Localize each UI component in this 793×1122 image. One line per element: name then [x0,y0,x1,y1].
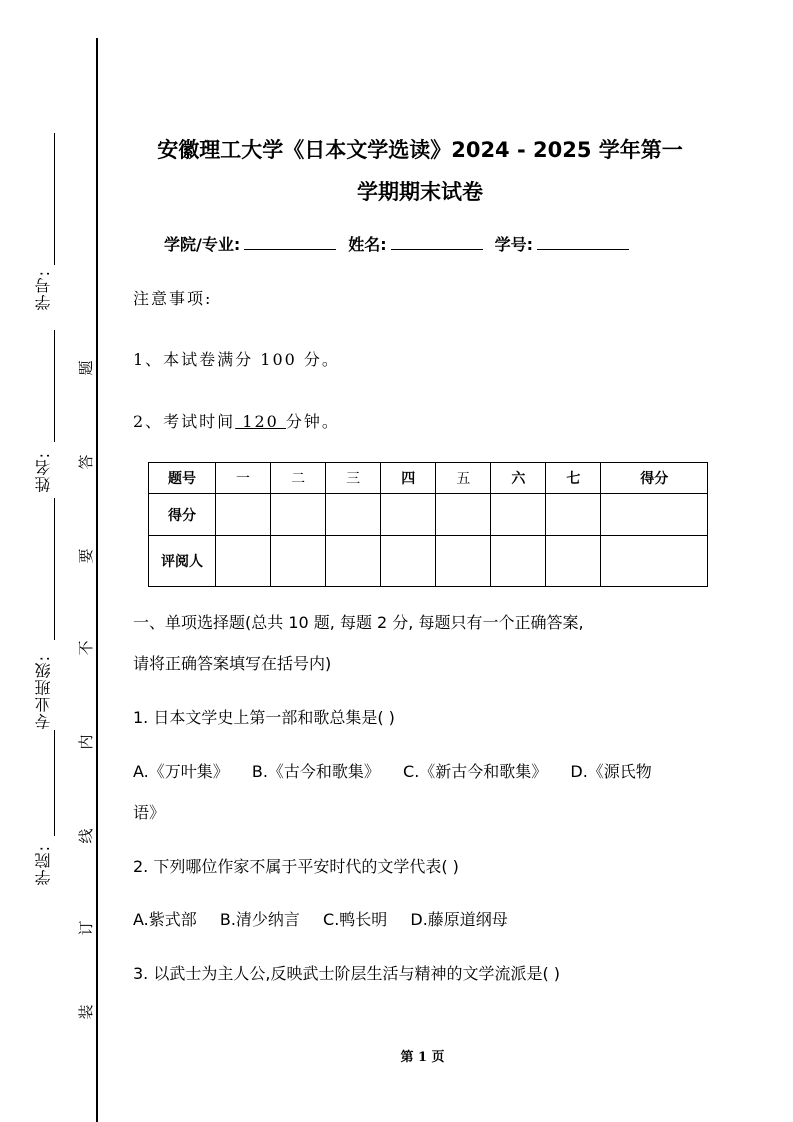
seal-char: 线 [77,828,95,844]
score-cell[interactable] [271,494,326,536]
grader-cell[interactable] [216,536,271,587]
option-c[interactable]: C.《新古今和歌集》 [403,762,548,781]
score-table-header-row [149,463,708,494]
header-cell: 三 [326,463,381,494]
seal-char: 内 [77,734,95,750]
header-cell: 一 [216,463,271,494]
score-cell[interactable] [491,494,546,536]
score-cell[interactable] [326,494,381,536]
grader-cell[interactable] [436,536,491,587]
name-label: 姓名: [34,452,53,493]
grader-cell[interactable] [326,536,381,587]
section1-heading-line2: 请将正确答案填写在括号内) [133,654,332,673]
score-cell[interactable] [601,494,708,536]
major-class-label: 专业班级: [34,655,53,730]
header-cell: 七 [546,463,601,494]
name-fill-line[interactable] [54,330,55,442]
grader-row [149,536,708,587]
student-id-blank[interactable] [537,233,629,250]
college-label: 学院: [34,845,53,886]
student-id-fill-line[interactable] [54,133,55,265]
grader-cell[interactable] [546,536,601,587]
score-cell[interactable] [381,494,436,536]
question-1-option-d-wrap: 语》 [133,803,166,822]
question-1-stem: 1. 日本文学史上第一部和歌总集是( ) [133,708,395,727]
option-d[interactable]: D.《源氏物 [570,762,652,781]
note-item-2-prefix: 2、考试时间 [133,412,236,431]
note-item-2-suffix: 分钟。 [285,412,340,431]
header-cell: 题号 [149,463,216,494]
seal-char: 答 [77,454,95,470]
notes-heading: 注意事项: [133,289,213,308]
grader-cell[interactable] [601,536,708,587]
question-2-options [133,907,526,930]
seal-char: 装 [77,1004,95,1020]
name-blank[interactable] [391,233,483,250]
student-info-row [164,232,641,255]
header-cell: 六 [491,463,546,494]
exam-title-line2: 学期期末试卷 [357,180,483,204]
seal-char: 要 [77,548,95,564]
score-table [148,462,708,587]
major-class-fill-line[interactable] [54,498,55,640]
score-cell[interactable] [436,494,491,536]
option-c[interactable]: C.鸭长明 [323,910,388,929]
score-row [149,494,708,536]
row-label: 评阅人 [149,536,216,587]
score-cell[interactable] [546,494,601,536]
option-a[interactable]: A.紫式部 [133,910,197,929]
note-item-2 [133,409,340,432]
question-2-stem: 2. 下列哪位作家不属于平安时代的文学代表( ) [133,857,459,876]
college-major-blank[interactable] [244,233,336,250]
exam-title-line1: 安徽理工大学《日本文学选读》2024 - 2025 学年第一 [157,138,683,162]
seal-char: 不 [77,640,95,656]
row-label: 得分 [149,494,216,536]
grader-cell[interactable] [381,536,436,587]
section1-heading-line1: 一、单项选择题(总共 10 题, 每题 2 分, 每题只有一个正确答案, [133,613,584,632]
option-a[interactable]: A.《万叶集》 [133,762,229,781]
grader-cell[interactable] [271,536,326,587]
score-cell[interactable] [216,494,271,536]
option-b[interactable]: B.《古今和歌集》 [251,762,380,781]
college-fill-line[interactable] [54,730,55,836]
name-label: 姓名: [348,235,387,254]
header-cell: 二 [271,463,326,494]
exam-duration-value: 120 [235,412,286,431]
grader-cell[interactable] [491,536,546,587]
header-cell: 五 [436,463,491,494]
note-item-1: 1、本试卷满分 100 分。 [133,350,340,369]
student-id-label: 学号: [494,235,534,254]
page-number: 第 1 页 [400,1050,445,1065]
seal-char: 订 [77,920,95,936]
seal-char: 题 [77,360,95,376]
question-3-stem: 3. 以武士为主人公,反映武士阶层生活与精神的文学流派是( ) [133,964,561,983]
option-d[interactable]: D.藤原道纲母 [410,910,508,929]
question-1-options [133,759,670,782]
header-cell: 四 [381,463,436,494]
college-major-label: 学院/专业: [164,235,241,254]
student-id-label: 学号: [34,270,53,311]
header-cell: 得分 [601,463,708,494]
binding-line [96,38,98,1122]
option-b[interactable]: B.清少纳言 [219,910,300,929]
